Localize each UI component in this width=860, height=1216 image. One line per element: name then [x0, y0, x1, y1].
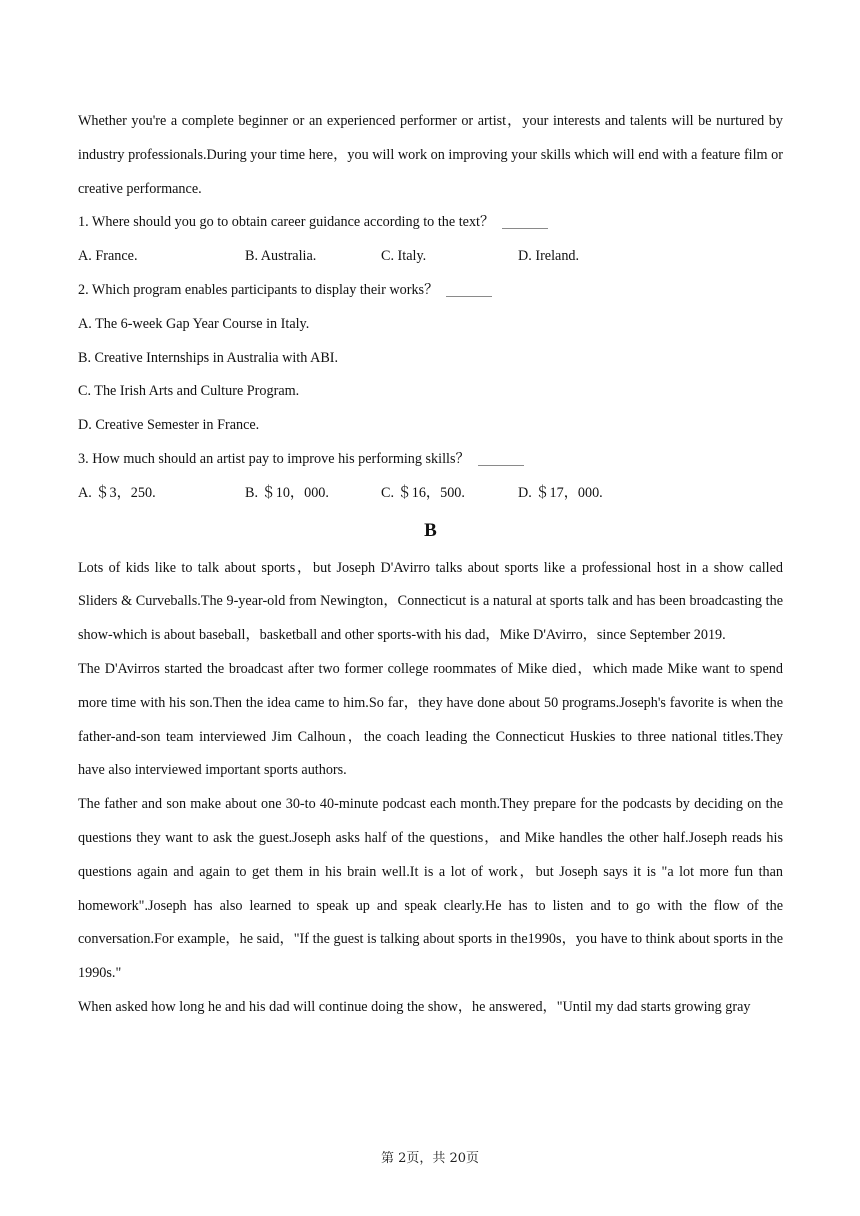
passage-b-paragraph-3: The father and son make about one 30-to 40-minute podcast each month.They prepare for the podcasts by deciding on the questions they want to ask the guest.Joseph asks half of the questions，and Mike handles the other half.Joseph reads his questions again and again to get them in his brain well.It is a lot of work，but Joseph says it is "a lot more fun than homework".Joseph has also learned to speak up and speak clearly.He has to listen and to go with the flow of the conversation.For example，he said，"If the guest is talking about sports in the1990s，you have to think about sports in the 1990s." [78, 796, 783, 982]
question-1-options [78, 240, 783, 274]
passage-b-paragraph-1: Lots of kids like to talk about sports，but Joseph D'Avirro talks about sports like a professional host in a show called Sliders & Curveballs.The 9-year-old from Newington，Connecticut is a natural at sports talk and has been broadcasting the show-which is about baseball，basketball and other sports-with his dad，Mike D'Avirro，since September 2019. [78, 559, 783, 644]
answer-blank [478, 464, 524, 466]
section-b-heading: B [424, 519, 437, 541]
question-1 [78, 206, 783, 240]
option-d: D. ＄17，000. [518, 484, 603, 501]
option-d: D. Ireland. [518, 248, 580, 265]
option-a: A. ＄3，250. [78, 484, 156, 501]
intro-paragraph: Whether you're a complete beginner or an experienced performer or artist，your interests and talents will be nurtured by industry professionals.During your time here，you will work on improving your skills which will end with a feature film or creative performance. [78, 113, 783, 197]
option-d: D. Creative Semester in France. [78, 417, 260, 434]
option-a: A. The 6-week Gap Year Course in Italy. [78, 315, 310, 332]
answer-blank [502, 227, 548, 229]
option-b: B. Australia. [245, 248, 317, 265]
question-2 [78, 274, 783, 308]
question-1-stem: 1. Where should you go to obtain career guidance according to the text？ [78, 214, 495, 231]
page-number-footer: 第 2页，共 20页 [380, 1151, 480, 1166]
option-b: B. Creative Internships in Australia with ABI. [78, 349, 339, 366]
page-content [78, 105, 783, 1025]
passage-b-paragraph-4: When asked how long he and his dad will continue doing the show，he answered，"Until my dad starts growing gray [78, 998, 751, 1015]
option-c: C. The Irish Arts and Culture Program. [78, 383, 300, 400]
question-2-stem: 2. Which program enables participants to display their works？ [78, 281, 439, 298]
question-3-options [78, 477, 783, 511]
answer-blank [446, 295, 492, 297]
question-3-stem: 3. How much should an artist pay to improve his performing skills？ [78, 450, 470, 467]
option-a: A. France. [78, 248, 138, 265]
option-c: C. Italy. [381, 248, 427, 265]
question-3 [78, 443, 783, 477]
option-c: C. ＄16，500. [381, 484, 465, 501]
passage-b-paragraph-2: The D'Avirros started the broadcast after two former college roommates of Mike died，which made Mike want to spend more time with his son.Then the idea came to him.So far，they have done about 50 programs.Joseph's favorite is when the father-and-son team interviewed Jim Calhoun，the coach leading the Connecticut Huskies to three national titles.They have also interviewed important sports authors. [78, 660, 783, 779]
option-b: B. ＄10，000. [245, 484, 329, 501]
